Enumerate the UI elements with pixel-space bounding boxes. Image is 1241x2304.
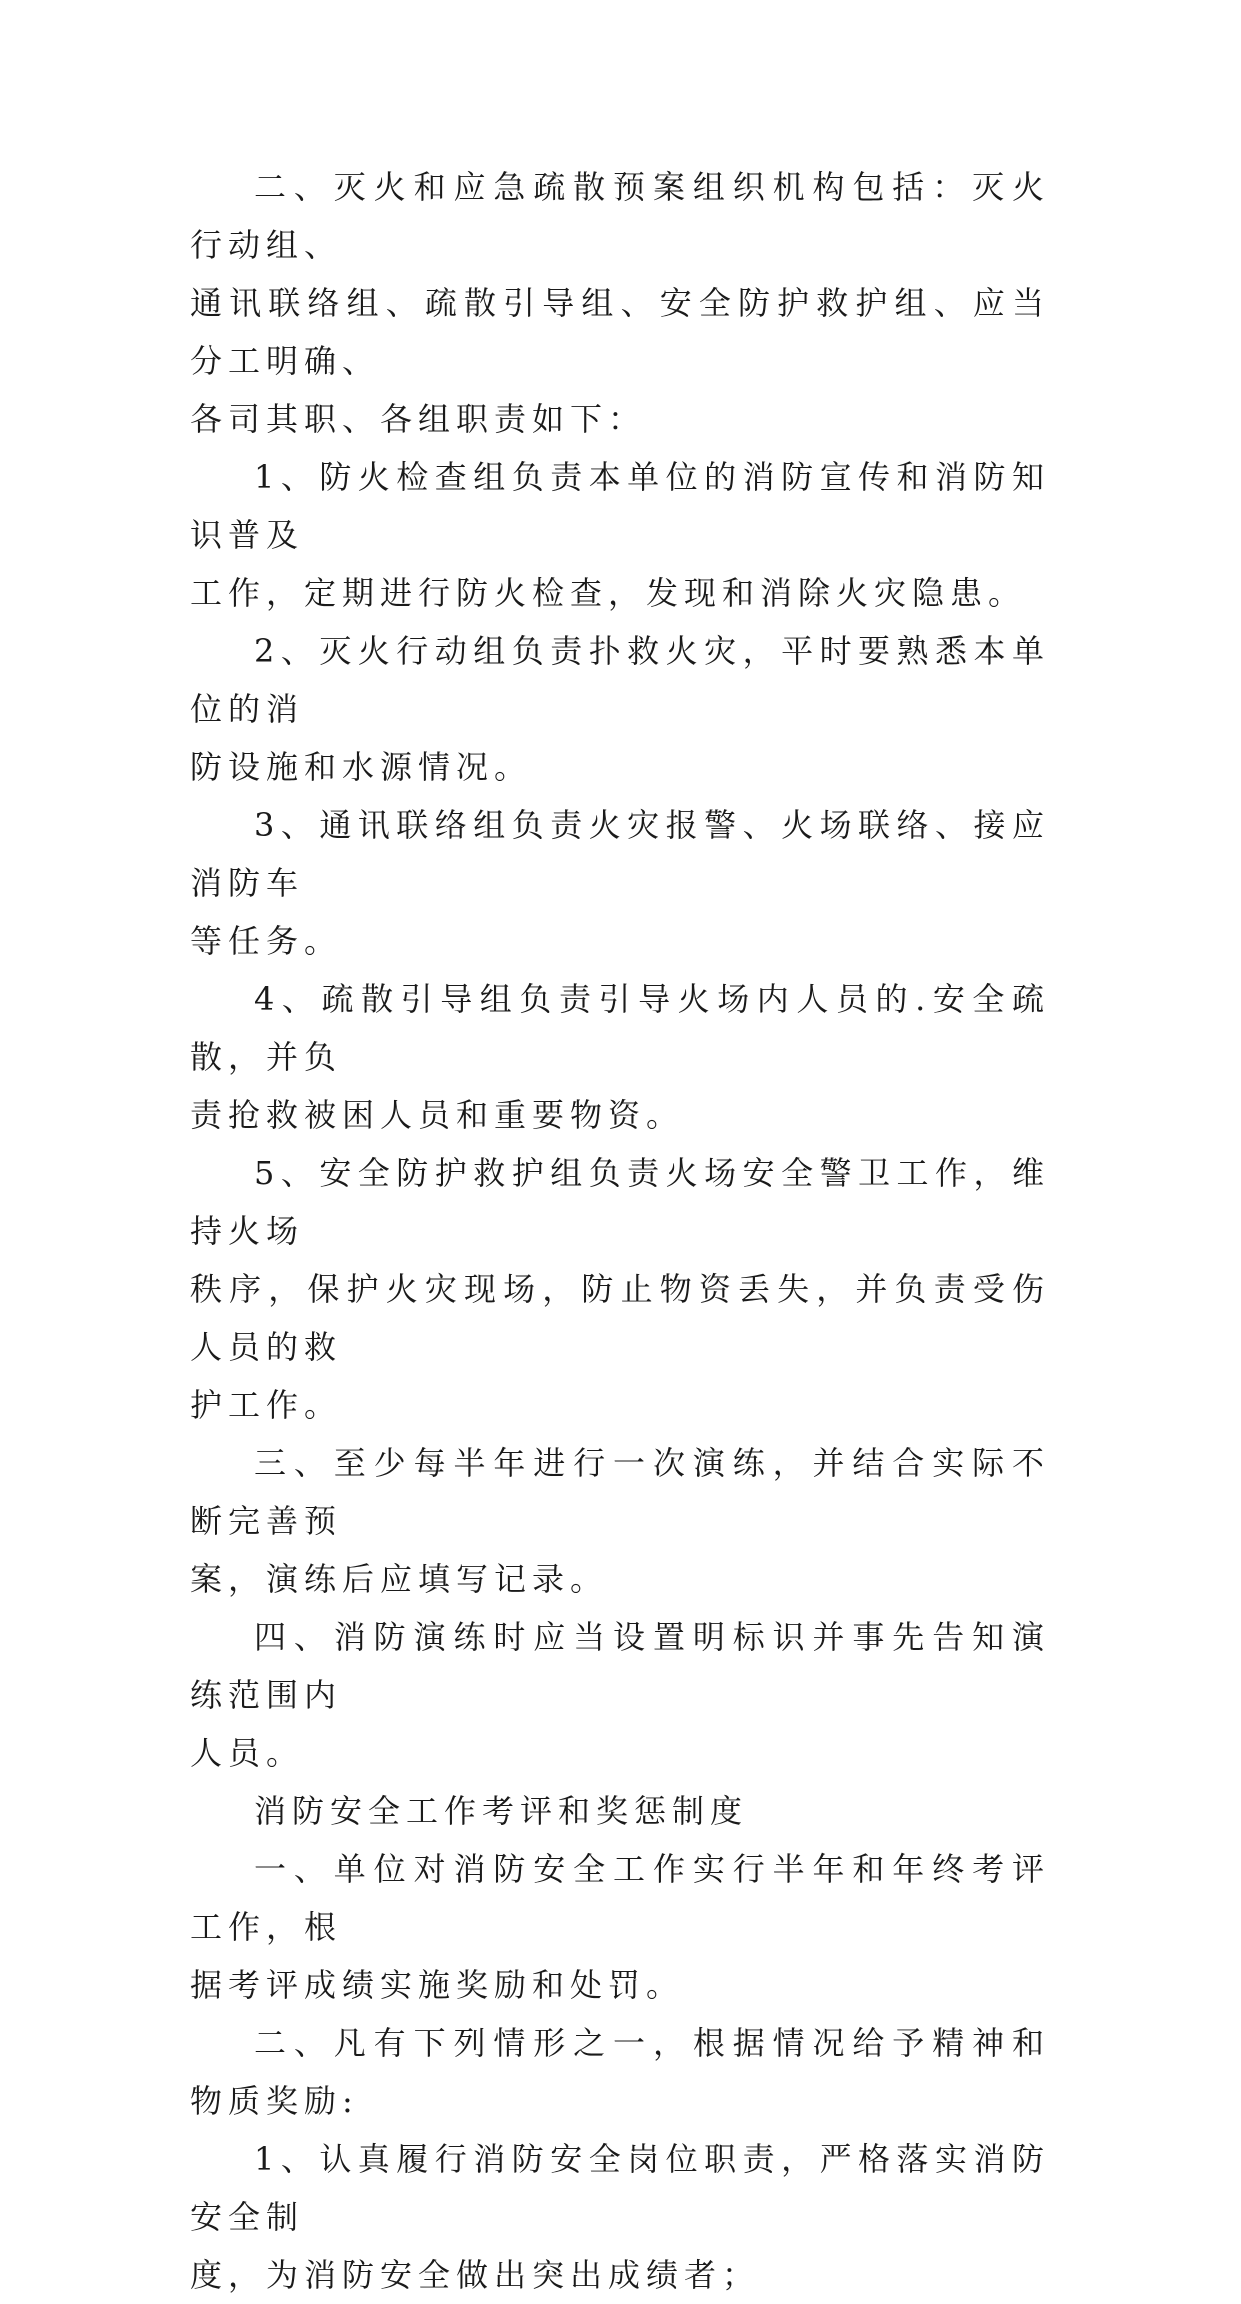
- text-line: 消防安全工作考评和奖惩制度: [254, 1792, 749, 1830]
- document-body: [190, 158, 1050, 2304]
- text-line: 人员。: [190, 1734, 305, 1772]
- text-line: 工作，定期进行防火检查，发现和消除火灾隐患。: [190, 574, 1027, 612]
- paragraph-item-2: [190, 622, 1050, 796]
- paragraph-organization: [190, 158, 1050, 448]
- text-line: 责抢救被困人员和重要物资。: [190, 1096, 685, 1134]
- text-line: 三、至少每半年进行一次演练，并结合实际不断完善预: [190, 1444, 1050, 1540]
- paragraph-item-1: [190, 448, 1050, 622]
- paragraph-section-3: [190, 1434, 1050, 1608]
- paragraph-section-4: [190, 1608, 1050, 1782]
- text-line: 各司其职、各组职责如下：: [190, 400, 647, 438]
- text-line: 2、灭火行动组负责扑救火灾，平时要熟悉本单位的消: [190, 632, 1050, 728]
- section-heading: [190, 1782, 1050, 1840]
- paragraph-item-5: [190, 1144, 1050, 1434]
- text-line: 4、疏散引导组负责引导火场内人员的.安全疏散，并负: [190, 980, 1050, 1076]
- text-line: 3、通讯联络组负责火灾报警、火场联络、接应消防车: [190, 806, 1050, 902]
- text-line: 1、认真履行消防安全岗位职责，严格落实消防安全制: [190, 2140, 1050, 2236]
- text-line: 二、灭火和应急疏散预案组织机构包括：灭火行动组、: [190, 168, 1050, 264]
- text-line: 护工作。: [190, 1386, 343, 1424]
- text-line: 1、防火检查组负责本单位的消防宣传和消防知识普及: [190, 458, 1050, 554]
- text-line: 秩序，保护火灾现场，防止物资丢失，并负责受伤人员的救: [190, 1270, 1050, 1366]
- text-line: 防设施和水源情况。: [190, 748, 533, 786]
- paragraph-evaluation-1: [190, 1840, 1050, 2014]
- paragraph-item-3: [190, 796, 1050, 970]
- text-line: 二、凡有下列情形之一，根据情况给予精神和物质奖励:: [190, 2024, 1050, 2120]
- text-line: 等任务。: [190, 922, 343, 960]
- text-line: 5、安全防护救护组负责火场安全警卫工作，维持火场: [190, 1154, 1050, 1250]
- text-line: 度，为消防安全做出突出成绩者；: [190, 2256, 761, 2294]
- paragraph-item-4: [190, 970, 1050, 1144]
- text-line: 据考评成绩实施奖励和处罚。: [190, 1966, 685, 2004]
- text-line: 案，演练后应填写记录。: [190, 1560, 609, 1598]
- paragraph-reward-item-1: [190, 2130, 1050, 2304]
- text-line: 四、消防演练时应当设置明标识并事先告知演练范围内: [190, 1618, 1050, 1714]
- paragraph-evaluation-2: [190, 2014, 1050, 2130]
- text-line: 一、单位对消防安全工作实行半年和年终考评工作，根: [190, 1850, 1050, 1946]
- text-line: 通讯联络组、疏散引导组、安全防护救护组、应当分工明确、: [190, 284, 1050, 380]
